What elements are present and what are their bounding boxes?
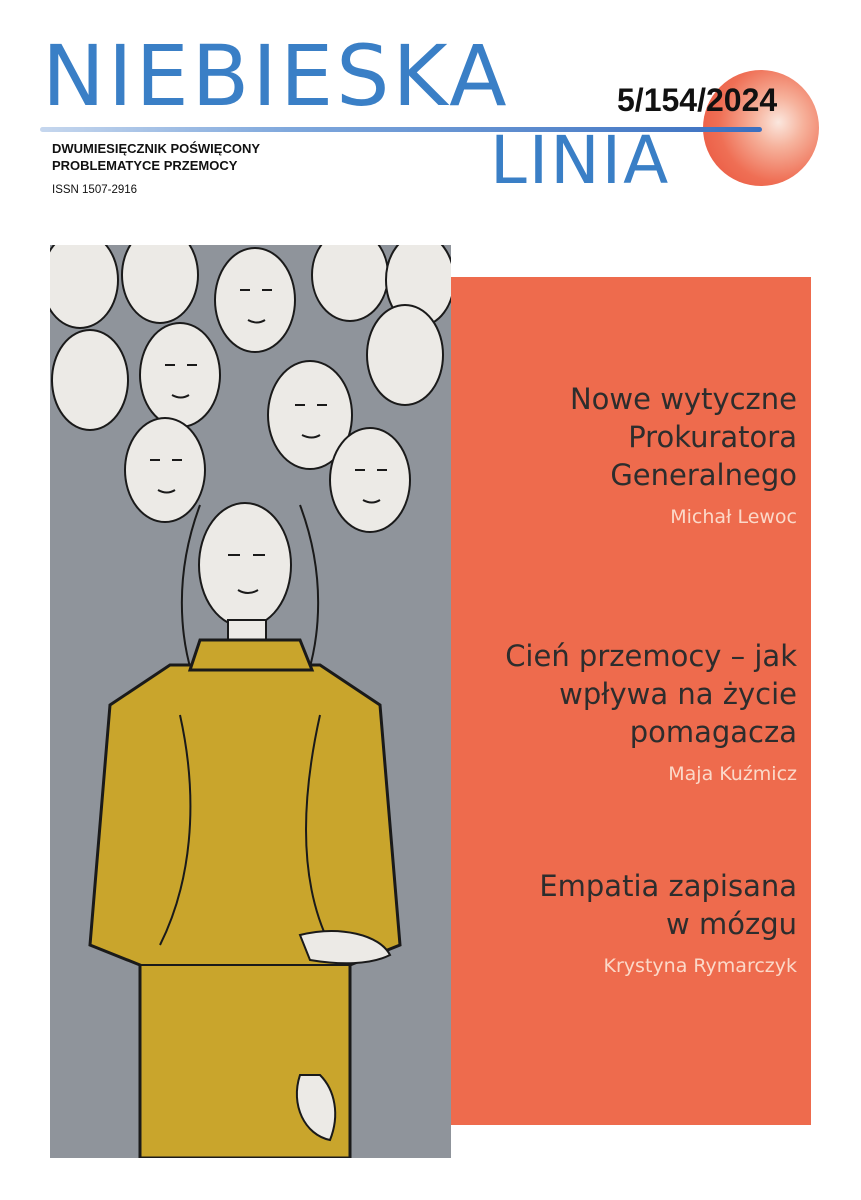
- article-title: Cień przemocy – jak wpływa na życie pomagacza: [505, 639, 797, 749]
- tagline: [52, 140, 260, 174]
- magazine-title-top: NIEBIESKA: [42, 27, 510, 125]
- cover-illustration: [50, 245, 451, 1158]
- issn: ISSN 1507-2916: [52, 184, 138, 196]
- article-1[interactable]: [570, 380, 797, 528]
- tagline-line-1: DWUMIESIĘCZNIK POŚWIĘCONY: [52, 141, 261, 156]
- woman-with-faces-illustration: [50, 245, 451, 1158]
- article-3[interactable]: [539, 867, 797, 977]
- magazine-title-bottom: LINIA: [490, 122, 671, 199]
- article-author: Maja Kuźmicz: [668, 763, 797, 785]
- article-title: Empatia zapisana w mózgu: [539, 869, 797, 941]
- article-author: Krystyna Rymarczyk: [603, 955, 797, 977]
- article-author: Michał Lewoc: [670, 506, 797, 528]
- issue-number: 5/154/2024: [617, 82, 778, 118]
- article-2[interactable]: [505, 637, 797, 785]
- tagline-line-2: PROBLEMATYCE PRZEMOCY: [52, 158, 238, 173]
- article-title: Nowe wytyczne Prokuratora Generalnego: [569, 382, 797, 492]
- contents-panel: [451, 277, 811, 1125]
